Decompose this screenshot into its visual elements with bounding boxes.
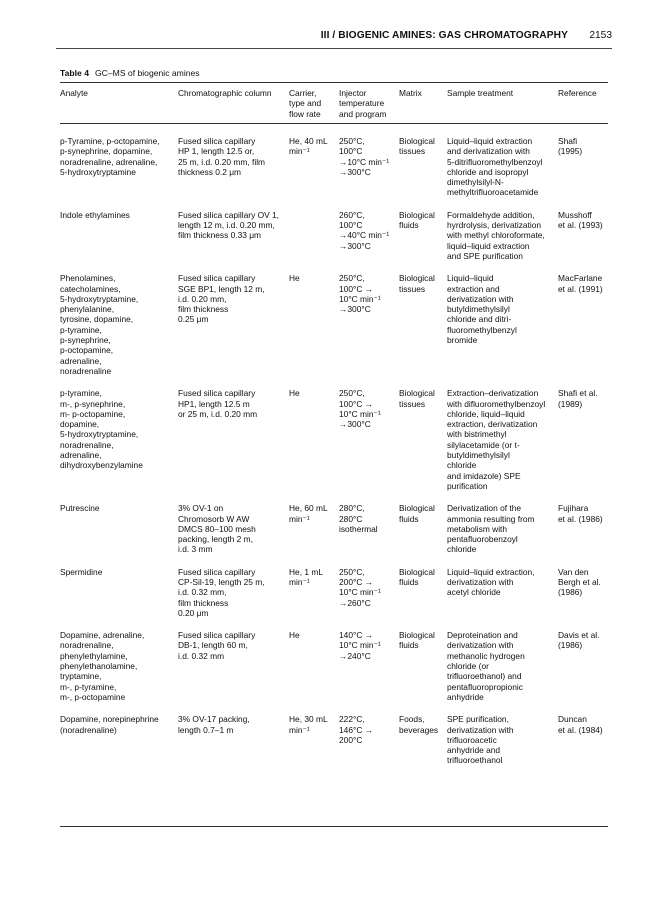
table-top-rule [60,82,608,83]
cell-matrix: Biological fluids [399,503,435,524]
cell-treatment: Derivatization of the ammonia resulting from metabolism with pentafluorobenzoyl chloride [447,503,535,555]
cell-analyte: Phenolamines, catecholamines, 5-hydroxytryptamine, phenylalanine, tyrosine, dopamine, p-tyramine, p-synephrine, p-octopamine, adrenaline, noradrenaline [60,273,139,376]
running-title: III / BIOGENIC AMINES: GAS CHROMATOGRAPHY [320,30,568,41]
header-rule [56,48,612,49]
cell-treatment: Liquid–liquid extraction and derivatization with 5-ditrifluoromethylbenzoyl chloride and isopropyl dimethylsilyl-N- methyltrifluoroacetamide [447,136,543,198]
cell-carrier: He, 60 mL min⁻¹ [289,503,328,524]
table-row [60,630,608,702]
table-label: Table 4 [60,68,89,78]
header-analyte: Analyte [60,88,88,98]
cell-matrix: Biological tissues [399,136,435,157]
gcms-table [60,88,608,766]
cell-column: Fused silica capillary CP-Sil-19, length 25 m, i.d. 0.32 mm, film thickness 0.20 μm [178,566,265,618]
cell-reference: Shafi (1995) [558,136,583,157]
cell-reference: MacFarlane et al. (1991) [558,273,603,294]
cell-carrier: He, 1 mL min⁻¹ [289,566,323,587]
header-carrier [289,88,339,123]
cell-matrix: Biological tissues [399,273,435,294]
cell-injector: 140°C → 10°C min⁻¹ →240°C [339,630,381,661]
header-carrier-text: Carrier, type and flow rate [289,88,322,119]
cell-reference: Davis et al. (1986) [558,630,600,651]
cell-carrier: He [289,630,300,641]
cell-reference: Duncan et al. (1984) [558,714,603,735]
header-reference: Reference [558,88,597,98]
cell-reference: Shafi et al. (1989) [558,388,598,409]
header-treatment: Sample treatment [447,88,514,98]
cell-injector: 260°C, 100°C →40°C min⁻¹ →300°C [339,209,390,251]
cell-column: 3% OV-17 packing, length 0.7–1 m [178,714,250,735]
cell-carrier: He, 30 mL min⁻¹ [289,714,328,735]
cell-analyte: Putrescine [60,503,100,514]
table-header-row [60,88,608,123]
cell-analyte: Spermidine [60,566,103,577]
cell-carrier: He [289,273,300,284]
header-injector-text: Injector temperature and program [339,88,387,119]
table-row [60,714,608,765]
cell-analyte: Dopamine, norepinephrine (noradrenaline) [60,714,159,735]
cell-column: Fused silica capillary SGE BP1, length 12 m, i.d. 0.20 mm, film thickness 0.25 μm [178,273,265,325]
cell-analyte: Dopamine, adrenaline, noradrenaline, phenylethylamine, phenylethanolamine, tryptamine, m-, p-tyramine, m-, p-octopamine [60,630,145,702]
page-number: 2153 [589,30,612,41]
cell-reference: Musshoff et al. (1993) [558,209,603,231]
cell-injector: 280°C, 280°C isothermal [339,503,378,534]
cell-analyte: Indole ethylamines [60,209,130,220]
table-caption [60,68,200,78]
cell-reference: Fujihara et al. (1986) [558,503,603,524]
cell-carrier: He [289,388,300,399]
cell-analyte: p-Tyramine, p-octopamine, p-synephrine, dopamine, noradrenaline, adrenaline, 5-hydroxytryptamine [60,136,160,177]
header-injector [339,88,399,123]
cell-carrier: He, 40 mL min⁻¹ [289,136,328,157]
cell-column: Fused silica capillary DB-1, length 60 m, i.d. 0.32 mm [178,630,256,661]
cell-column: Fused silica capillary OV 1, length 12 m, i.d. 0.20 mm, film thickness 0.33 μm [178,209,280,241]
cell-analyte: p-tyramine, m-, p-synephrine, m- p-octopamine, dopamine, 5-hydroxytryptamine, noradrenaline, adrenaline, dihydroxybenzylamine [60,388,143,471]
cell-injector: 250°C, 100°C → 10°C min⁻¹ →300°C [339,388,381,430]
cell-reference: Van den Bergh et al. (1986) [558,566,601,598]
cell-column: Fused silica capillary HP 1, length 12.5 or, 25 m, i.d. 0.20 mm, film thickness 0.2 μm [178,136,266,177]
cell-treatment: Deproteination and derivatization with methanolic hydrogen chloride (or trifluoroethanol) and pentafluoropropionic anhydride [447,630,525,702]
table-row [60,136,608,198]
cell-treatment: Liquid–liquid extraction, derivatization with acetyl chloride [447,566,535,598]
cell-carrier [289,210,339,261]
table-row [60,567,608,618]
header-column: Chromatographic column [178,88,272,98]
cell-matrix: Biological fluids [399,209,435,231]
cell-treatment: Formaldehyde addition, hyrdrolysis, derivatization with methyl chloroformate, liquid–liquid extraction and SPE purification [447,209,545,261]
cell-column: 3% OV-1 on Chromosorb W AW DMCS 80–100 mesh packing, length 2 m, i.d. 3 mm [178,503,256,555]
cell-treatment: SPE purification, derivatization with trifluoroacetic anhydride and trifluoroethanol [447,714,514,766]
cell-injector: 250°C, 200°C → 10°C min⁻¹ →260°C [339,566,381,608]
cell-treatment: Liquid–liquid extraction and derivatization with butyldimethylsilyl chloride and ditri- fluoromethylbenzyl bromide [447,273,517,346]
table-bottom-rule [60,826,608,827]
cell-injector: 250°C, 100°C →10°C min⁻¹ →300°C [339,136,390,177]
table-row [60,273,608,376]
cell-matrix: Biological fluids [399,630,435,651]
cell-column: Fused silica capillary HP1, length 12.5 m or 25 m, i.d. 0.20 mm [178,388,258,419]
header-matrix: Matrix [399,88,422,98]
cell-injector: 222°C, 146°C → 200°C [339,714,374,745]
cell-matrix: Biological fluids [399,566,435,587]
table-row [60,388,608,491]
cell-treatment: Extraction–derivatization with difluoromethylbenzoyl chloride, liquid–liquid extraction, derivatization with bistrimethyl silylacetamide (or t- butyldimethylsilyl chloride and imidazole) SPE purification [447,388,546,491]
table-row [60,503,608,554]
table-row [60,210,608,261]
cell-injector: 250°C, 100°C → 10°C min⁻¹ →300°C [339,273,381,315]
cell-matrix: Foods, beverages [399,714,439,735]
running-head [56,30,612,44]
table-caption-text: GC–MS of biogenic amines [94,68,200,78]
cell-matrix: Biological tissues [399,388,435,409]
